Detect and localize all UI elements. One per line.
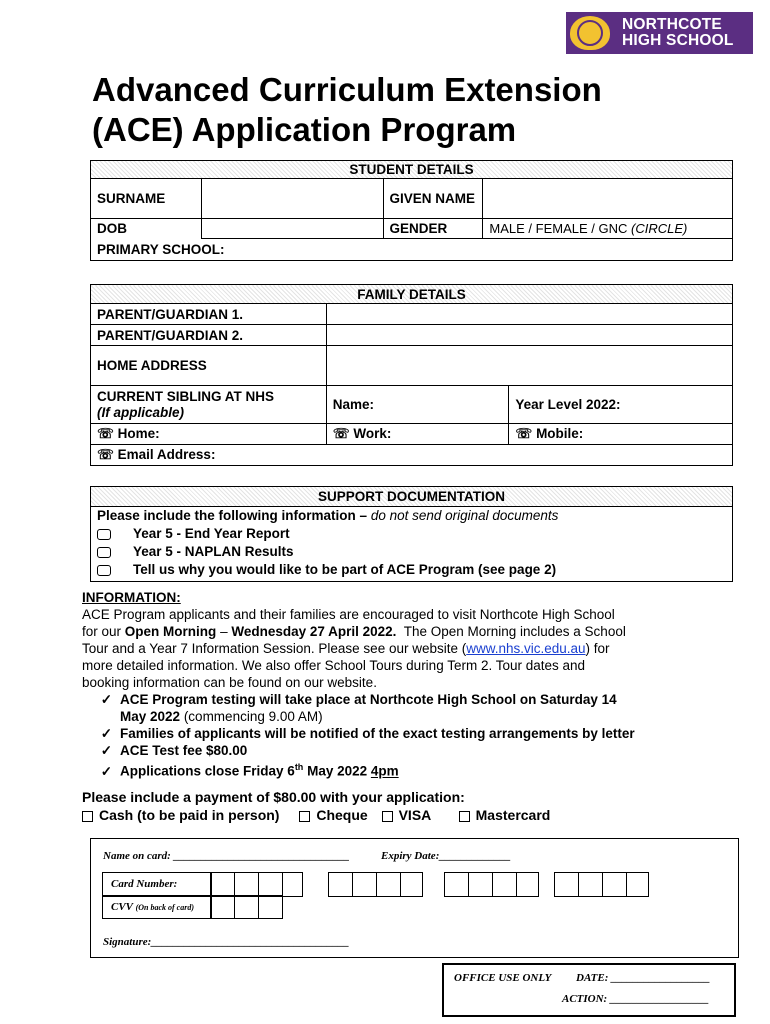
office-date-field[interactable]: DATE: __________________	[576, 972, 711, 984]
signature-field[interactable]: Signature:____________________________________	[103, 936, 350, 948]
card-digit-box[interactable]	[554, 872, 579, 897]
card-digit-box[interactable]	[492, 872, 517, 897]
card-number-label-cell	[102, 872, 212, 897]
gender-options[interactable]	[483, 219, 733, 239]
surname-label: SURNAME	[91, 179, 202, 219]
info-bullet: ✓ Applications close Friday 6th May 2022 4pm	[82, 759, 635, 780]
cvv-digit-box[interactable]	[258, 895, 283, 919]
card-digit-box[interactable]	[626, 872, 649, 897]
payment-option-cash[interactable]: Cash (to be paid in person)	[82, 807, 279, 823]
given-name-label: GIVEN NAME	[383, 179, 483, 219]
work-phone-field[interactable]	[326, 424, 509, 445]
gender-options-text: MALE / FEMALE / GNC	[489, 221, 628, 236]
support-item[interactable]	[91, 525, 732, 543]
card-digit-box[interactable]	[210, 872, 235, 897]
email-label: Email Address:	[117, 447, 216, 462]
parent2-field[interactable]	[326, 325, 732, 346]
dob-label: DOB	[91, 219, 202, 239]
payment-option-visa[interactable]: VISA	[382, 807, 431, 823]
checkbox-icon[interactable]	[299, 811, 310, 822]
family-details-header: FAMILY DETAILS	[91, 285, 733, 304]
information-heading: INFORMATION:	[82, 590, 181, 605]
parent1-field[interactable]	[326, 304, 732, 325]
checkbox-icon[interactable]	[97, 565, 111, 576]
support-documentation-box	[90, 486, 733, 582]
logo-line2: HIGH SCHOOL	[622, 32, 734, 49]
home-phone-field[interactable]	[91, 424, 327, 445]
dob-field[interactable]	[201, 219, 383, 239]
card-digit-box[interactable]	[602, 872, 627, 897]
cvv-digit-box[interactable]	[210, 895, 235, 919]
mobile-phone-label: Mobile:	[536, 426, 584, 441]
card-digit-box[interactable]	[258, 872, 283, 897]
home-address-field[interactable]	[326, 346, 732, 386]
information-section	[82, 589, 635, 780]
checkbox-icon[interactable]	[382, 811, 393, 822]
checkbox-icon[interactable]	[97, 547, 111, 558]
phone-icon: ☏	[515, 426, 533, 441]
support-item-label: Tell us why you would like to be part of ACE Program (see page 2)	[133, 562, 557, 577]
sibling-year-label: Year Level 2022:	[515, 397, 621, 412]
student-details-table	[90, 160, 733, 261]
card-digit-box[interactable]	[352, 872, 377, 897]
support-item[interactable]	[91, 543, 732, 561]
card-digit-box[interactable]	[400, 872, 423, 897]
info-bullet: ✓ ACE Program testing will take place at Northcote High School on Saturday 14	[82, 691, 635, 708]
info-line: ACE Program applicants and their families are encouraged to visit Northcote High School	[82, 607, 615, 622]
info-line: Tour and a Year 7 Information Session. Please see our website (www.nhs.vic.edu.au) for	[82, 641, 610, 656]
payment-option-mastercard[interactable]: Mastercard	[459, 807, 551, 823]
student-details-header: STUDENT DETAILS	[91, 161, 733, 179]
support-item[interactable]	[91, 561, 732, 579]
sibling-label	[91, 386, 327, 424]
phone-icon: ☏	[332, 426, 350, 441]
sibling-name-field[interactable]	[326, 386, 509, 424]
sibling-note: (If applicable)	[97, 404, 185, 420]
phone-icon: ☏	[97, 426, 114, 441]
home-phone-label: Home:	[117, 426, 160, 441]
cvv-label: CVV	[111, 901, 133, 913]
card-digit-box[interactable]	[444, 872, 469, 897]
sibling-text: CURRENT SIBLING AT NHS	[97, 388, 274, 404]
logo-line1: NORTHCOTE	[622, 16, 722, 33]
card-digit-box[interactable]	[376, 872, 401, 897]
checkbox-icon[interactable]	[97, 529, 111, 540]
school-logo	[566, 12, 753, 54]
card-digit-box[interactable]	[468, 872, 493, 897]
gender-label: GENDER	[383, 219, 483, 239]
name-on-card-field[interactable]: Name on card: ________________________________	[103, 850, 350, 862]
info-line: more detailed information. We also offer School Tours during Term 2. Tour dates and	[82, 658, 586, 673]
info-bullet: ✓ Families of applicants will be notified of the exact testing arrangements by letter	[82, 725, 635, 742]
expiry-date-field[interactable]: Expiry Date:_____________	[381, 850, 511, 862]
mobile-phone-field[interactable]	[509, 424, 733, 445]
payment-line: Please include a payment of $80.00 with your application:	[82, 789, 465, 805]
checkbox-icon[interactable]	[459, 811, 470, 822]
office-use-box	[442, 963, 736, 1017]
cvv-digit-box[interactable]	[234, 895, 259, 919]
card-number-label: Card Number:	[111, 878, 178, 890]
family-details-table	[90, 284, 733, 466]
card-details-box	[90, 838, 739, 958]
info-bullet-cont: May 2022 (commencing 9.00 AM)	[120, 709, 323, 724]
cvv-note: (On back of card)	[135, 903, 194, 912]
primary-school-label[interactable]: PRIMARY SCHOOL:	[91, 239, 733, 261]
payment-section	[82, 788, 550, 824]
crest-icon	[570, 16, 610, 50]
card-digit-box[interactable]	[516, 872, 539, 897]
cvv-label-cell	[102, 895, 212, 919]
website-link[interactable]: www.nhs.vic.edu.au	[466, 641, 586, 656]
support-documentation-header: SUPPORT DOCUMENTATION	[91, 487, 732, 507]
parent1-label: PARENT/GUARDIAN 1.	[91, 304, 327, 325]
support-intro	[91, 507, 732, 525]
title-line2: (ACE) Application Program	[92, 111, 517, 148]
support-item-label: Year 5 - NAPLAN Results	[133, 544, 294, 559]
home-address-label: HOME ADDRESS	[91, 346, 327, 386]
checkbox-icon[interactable]	[82, 811, 93, 822]
sibling-name-label: Name:	[332, 397, 375, 412]
checkmark-icon: ✓	[100, 692, 112, 707]
support-intro-note: do not send original documents	[370, 508, 559, 523]
support-intro-text: Please include the following information –	[97, 508, 368, 523]
checkmark-icon: ✓	[100, 763, 112, 779]
parent2-label: PARENT/GUARDIAN 2.	[91, 325, 327, 346]
card-digit-box[interactable]	[578, 872, 603, 897]
office-use-label: OFFICE USE ONLY	[454, 972, 552, 984]
title-line1: Advanced Curriculum Extension	[92, 71, 602, 108]
office-action-field[interactable]: ACTION: __________________	[562, 993, 709, 1005]
card-digit-box[interactable]	[328, 872, 353, 897]
surname-field[interactable]	[201, 179, 383, 219]
page-title	[92, 70, 602, 150]
given-name-field[interactable]	[483, 179, 733, 219]
gender-circle-note: (CIRCLE)	[631, 221, 688, 236]
work-phone-label: Work:	[353, 426, 392, 441]
checkmark-icon: ✓	[100, 726, 112, 741]
info-line: for our Open Morning – Wednesday 27 April 2022. The Open Morning includes a School	[82, 624, 626, 639]
info-line: booking information can be found on our website.	[82, 675, 377, 690]
info-bullet: ✓ ACE Test fee $80.00	[82, 742, 635, 759]
email-field[interactable]	[91, 445, 733, 466]
card-digit-box[interactable]	[282, 872, 303, 897]
phone-icon: ☏	[97, 447, 114, 462]
card-digit-box[interactable]	[234, 872, 259, 897]
support-item-label: Year 5 - End Year Report	[133, 526, 290, 541]
payment-options	[82, 806, 550, 824]
sibling-year-field[interactable]	[509, 386, 733, 424]
payment-option-cheque[interactable]: Cheque	[299, 807, 367, 823]
checkmark-icon: ✓	[100, 743, 112, 758]
